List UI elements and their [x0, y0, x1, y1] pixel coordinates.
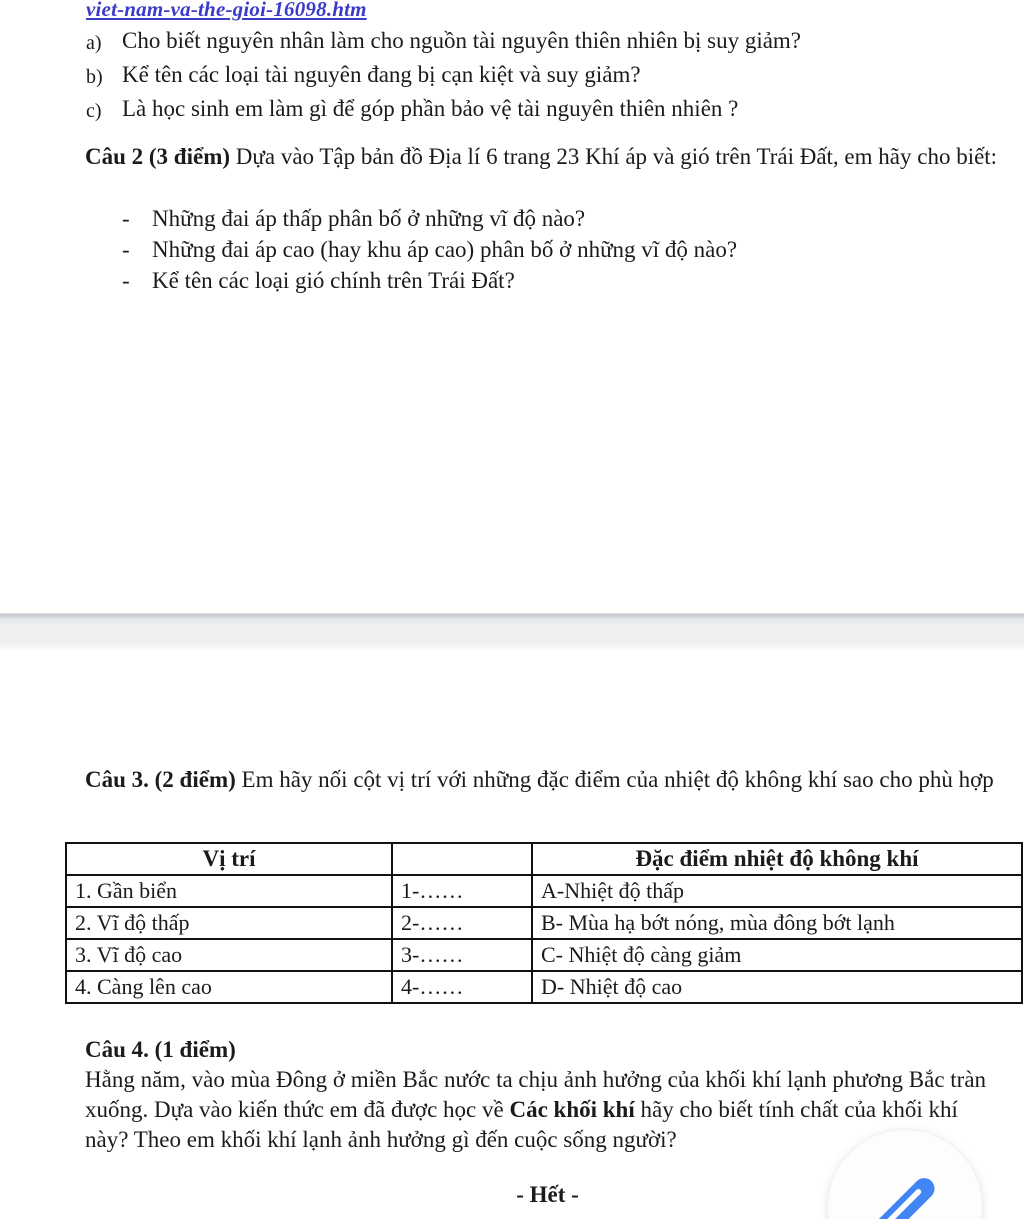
cell-feature-a: A-Nhiệt độ thấp [532, 875, 1022, 907]
cell-answer-4: 4-…… [392, 971, 532, 1003]
question-b-marker: b) [86, 66, 103, 88]
table-row [66, 907, 1022, 939]
bullet-dash: - [122, 237, 130, 262]
bullet-dash: - [122, 206, 130, 231]
cau2-paragraph [85, 142, 1005, 172]
cau4-text-after: hãy cho biết tính chất của khối khí này? Theo em khối khí lạnh ảnh hưởng gì đến cuộc sống người? [85, 1097, 958, 1152]
question-a-marker: a) [86, 32, 102, 54]
question-c-text: Là học sinh em làm gì để góp phần bảo vệ tài nguyên thiên nhiên ? [122, 96, 739, 121]
header-dac-diem: Đặc điểm nhiệt độ không khí [532, 843, 1022, 875]
table-row [66, 971, 1022, 1003]
cau2-label: Câu 2 (3 điểm) [85, 144, 231, 169]
question-b [86, 59, 1006, 93]
cau4-text-before: Hằng năm, vào mùa Đông ở miền Bắc nước ta chịu ảnh hưởng của khối khí lạnh phương Bắc tràn xuống. Dựa vào kiến thức em đã được học về [85, 1067, 987, 1122]
cau2-bullet-1-text: Những đai áp thấp phân bố ở những vĩ độ nào? [152, 206, 586, 231]
question-list-abc [86, 25, 1006, 127]
table-header-row [66, 843, 1022, 875]
cell-answer-2: 2-…… [392, 907, 532, 939]
cau2-bullet-3 [112, 265, 992, 296]
cau2-bullet-list [112, 203, 992, 296]
question-c-marker: c) [86, 100, 102, 122]
table-row [66, 875, 1022, 907]
question-a [86, 25, 1006, 59]
matching-table [65, 842, 1023, 1004]
cau4-text-bold: Các khối khí [509, 1097, 635, 1122]
question-b-text: Kể tên các loại tài nguyên đang bị cạn kiệt và suy giảm? [122, 62, 641, 87]
cau2-bullet-1 [112, 203, 992, 234]
pencil-icon [866, 1168, 944, 1219]
cau3-paragraph [85, 765, 1005, 795]
cell-feature-d: D- Nhiệt độ cao [532, 971, 1022, 1003]
document-link[interactable]: viet-nam-va-the-gioi-16098.htm [86, 0, 367, 21]
header-vi-tri: Vị trí [66, 843, 392, 875]
cell-position-1: 1. Gần biển [66, 875, 392, 907]
table-row [66, 939, 1022, 971]
cell-position-2: 2. Vĩ độ thấp [66, 907, 392, 939]
cau4-paragraph [85, 1035, 1005, 1155]
header-blank [392, 843, 532, 875]
cau2-bullet-2 [112, 234, 992, 265]
cell-feature-b: B- Mùa hạ bớt nóng, mùa đông bớt lạnh [532, 907, 1022, 939]
cau2-intro: Dựa vào Tập bản đồ Địa lí 6 trang 23 Khí áp và gió trên Trái Đất, em hãy cho biết: [230, 144, 998, 169]
cau3-intro: Em hãy nối cột vị trí với những đặc điểm của nhiệt độ không khí sao cho phù hợp [235, 767, 994, 792]
question-a-text: Cho biết nguyên nhân làm cho nguồn tài nguyên thiên nhiên bị suy giảm? [122, 28, 802, 53]
cell-position-4: 4. Càng lên cao [66, 971, 392, 1003]
cau3-label: Câu 3. (2 điểm) [85, 767, 236, 792]
bullet-dash: - [122, 268, 130, 293]
question-c [86, 93, 1006, 127]
cell-answer-3: 3-…… [392, 939, 532, 971]
cau4-label: Câu 4. (1 điểm) [85, 1037, 236, 1062]
cell-feature-c: C- Nhiệt độ càng giảm [532, 939, 1022, 971]
cell-answer-1: 1-…… [392, 875, 532, 907]
cau2-bullet-2-text: Những đai áp cao (hay khu áp cao) phân bố ở những vĩ độ nào? [152, 237, 738, 262]
end-marker: - Hết - [516, 1182, 579, 1207]
page-separator [0, 611, 1024, 651]
cau2-bullet-3-text: Kể tên các loại gió chính trên Trái Đất? [152, 268, 515, 293]
cell-position-3: 3. Vĩ độ cao [66, 939, 392, 971]
